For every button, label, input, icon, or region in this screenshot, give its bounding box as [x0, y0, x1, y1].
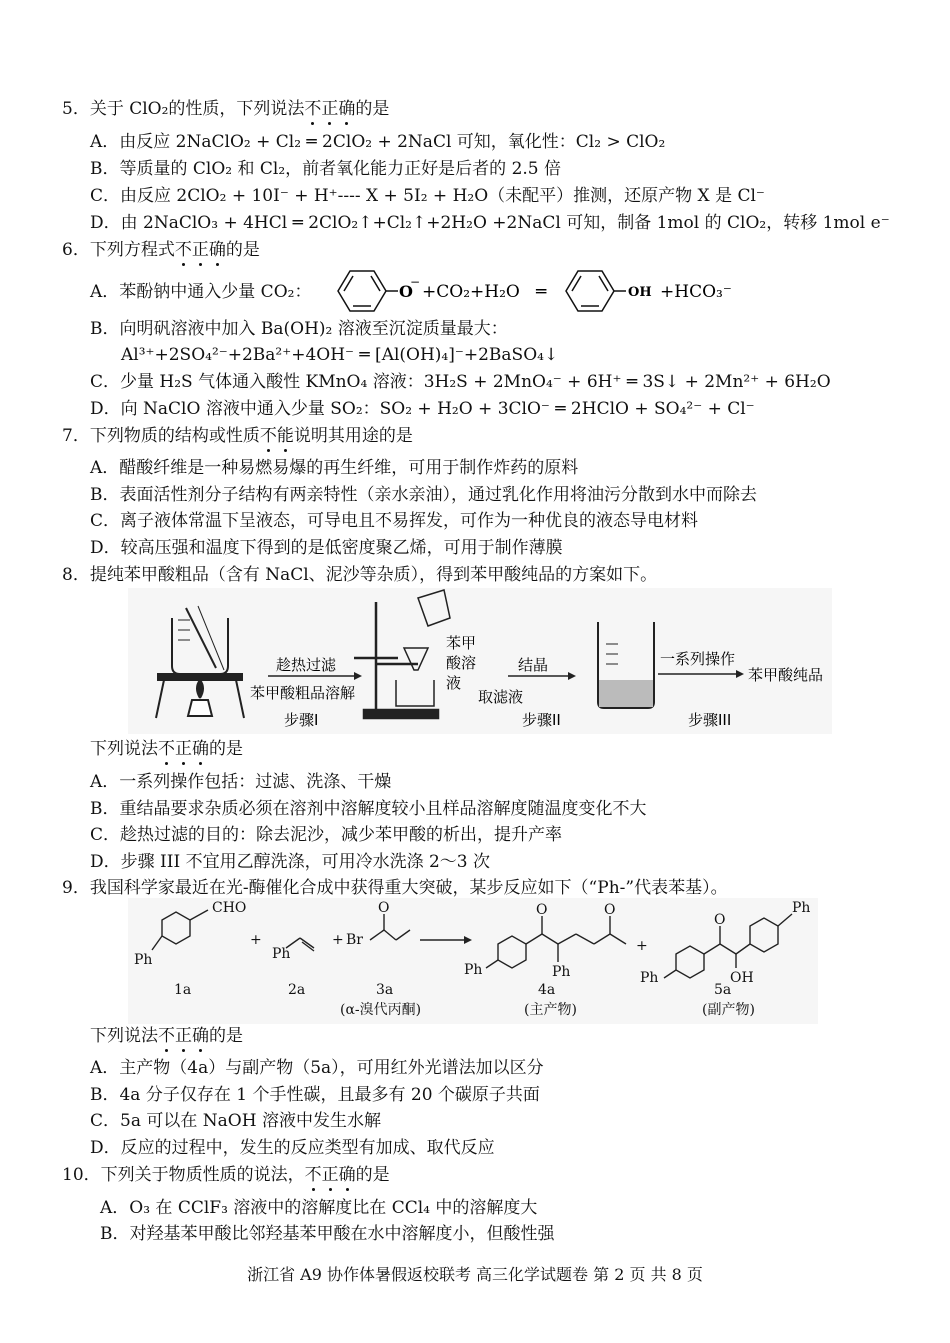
benzene-ring-phenol: [566, 271, 626, 311]
q8-stem: 8．提纯苯甲酸粗品（含有 NaCl、泥沙等杂质），得到苯甲酸纯品的方案如下。: [62, 565, 658, 585]
solution-label-2: 酸溶: [446, 654, 477, 672]
label-3a: 3a: [376, 982, 394, 998]
reactants-text: +CO₂+H₂O: [422, 282, 520, 302]
q6-option-b: B．向明矾溶液中加入 Ba(OH)₂ 溶液至沉淀质量最大：: [90, 319, 508, 339]
ph-label-4a: Ph: [552, 964, 571, 980]
step3-label: 步骤III: [688, 711, 732, 729]
label-1a: 1a: [174, 982, 192, 998]
cho-label: CHO: [212, 900, 247, 916]
emphasis-keyword: 不能: [259, 426, 294, 446]
equals-sign: ═: [536, 282, 547, 302]
bicarbonate-text: +HCO₃⁻: [660, 282, 732, 302]
note-4a: (主产物): [524, 1002, 577, 1018]
phenoxide-equation-figure: [330, 262, 750, 320]
q7-option-a: A．醋酸纤维是一种易燃易爆的再生纤维，可用于制作炸药的原料: [90, 458, 579, 478]
q7-option-c: C．离子液体常温下呈液态，可导电且不易挥发，可作为一种优良的液态导电材料: [90, 511, 699, 531]
note-3a: (α-溴代丙酮): [340, 1002, 422, 1018]
arrow3-label: 一系列操作: [660, 650, 736, 668]
solution-label-3: 液: [446, 674, 462, 692]
arrow2-label: 结晶: [518, 656, 549, 674]
q9-sub-stem: 下列说法不正确的是: [90, 1026, 243, 1046]
q6-option-b-equation: Al³⁺+2SO₄²⁻+2Ba²⁺+4OH⁻ ═ [Al(OH)₄]⁻+2BaSO₄↓: [121, 345, 559, 365]
ph-label-5a-right: Ph: [792, 900, 811, 916]
br-label: Br: [346, 932, 363, 948]
q7-stem: 7．下列物质的结构或性质不能说明其用途的是: [62, 426, 413, 446]
benzene-ring-phenoxide: [338, 271, 398, 311]
phenol-oh: OH: [628, 285, 652, 300]
ph-label-5a-left: Ph: [640, 970, 659, 986]
emphasis-keyword: 不正确: [158, 739, 209, 759]
label-4a: 4a: [538, 982, 556, 998]
emphasis-keyword: 不正确: [304, 1165, 356, 1185]
o-label-5a: O: [714, 912, 726, 928]
q8-option-d: D．步骤 III 不宜用乙醇洗涤，可用冷水洗涤 2～3 次: [90, 852, 491, 872]
q5-option-a: A．由反应 2NaClO₂ + Cl₂ ═ 2ClO₂ + 2NaCl 可知，氧化性：Cl₂ > ClO₂: [90, 132, 666, 152]
q10-stem: 10．下列关于物质性质的说法，不正确的是: [62, 1165, 390, 1185]
q5-option-b: B．等质量的 ClO₂ 和 Cl₂，前者氧化能力正好是后者的 2.5 倍: [90, 159, 562, 179]
q9-option-d: D．反应的过程中，发生的反应类型有加成、取代反应: [90, 1138, 495, 1158]
emphasis-keyword: 不正确: [304, 99, 356, 119]
label-2a: 2a: [288, 982, 306, 998]
note-5a: (副产物): [702, 1002, 755, 1018]
phenoxide-o: O: [399, 282, 413, 301]
ph-label-1a: Ph: [134, 952, 153, 968]
step2-label: 步骤II: [522, 711, 561, 729]
q6-stem: 6．下列方程式不正确的是: [62, 240, 260, 260]
ph-label-2a: Ph: [272, 946, 291, 962]
plus-2: +: [332, 932, 344, 948]
q8-option-a: A．一系列操作包括：过滤、洗涤、干燥: [90, 772, 392, 792]
svg-text:−: −: [410, 275, 421, 289]
filtrate-label: 取滤液: [478, 688, 524, 706]
o-label-3a: O: [378, 900, 390, 916]
q9-option-c: C．5a 可以在 NaOH 溶液中发生水解: [90, 1111, 381, 1131]
q9-option-a: A．主产物（4a）与副产物（5a），可用红外光谱法加以区分: [90, 1058, 544, 1078]
q10-option-b: B．对羟基苯甲酸比邻羟基苯甲酸在水中溶解度小，但酸性强: [100, 1224, 555, 1244]
q7-option-b: B．表面活性剂分子结构有两亲特性（亲水亲油），通过乳化作用将油污分散到水中而除去: [90, 485, 757, 505]
q5-option-d: D．由 2NaClO₃ + 4HCl ═ 2ClO₂↑+Cl₂↑+2H₂O +2NaCl 可知，制备 1mol 的 ClO₂，转移 1mol e⁻: [90, 213, 890, 233]
o-label-4a-2: O: [604, 902, 616, 918]
page-footer: 浙江省 A9 协作体暑假返校联考 高三化学试题卷 第 2 页 共 8 页: [247, 1265, 703, 1284]
q8-option-b: B．重结晶要求杂质必须在溶剂中溶解度较小且样品溶解度随温度变化不大: [90, 799, 647, 819]
q6-option-a-prefix: A．苯酚钠中通入少量 CO₂：: [90, 282, 312, 302]
emphasis-keyword: 不正确: [174, 240, 226, 260]
q5-stem: 5．关于 ClO₂的性质，下列说法不正确的是: [62, 99, 390, 119]
q9-stem: 9．我国科学家最近在光-酶催化合成中获得重大突破，某步反应如下（“Ph-”代表苯基）。: [62, 878, 728, 898]
q6-option-c: C．少量 H₂S 气体通入酸性 KMnO₄ 溶液：3H₂S + 2MnO₄⁻ + 6H⁺ ═ 3S↓ + 2Mn²⁺ + 6H₂O: [90, 372, 831, 392]
q5-option-c: C．由反应 2ClO₂ + 10I⁻ + H⁺---- X + 5I₂ + H₂O（未配平）推测，还原产物 X 是 Cl⁻: [90, 186, 765, 206]
solution-label-1: 苯甲: [446, 634, 477, 652]
plus-1: +: [250, 932, 262, 948]
arrow1-label: 趁热过滤: [276, 656, 337, 674]
ph-label-4a-left: Ph: [464, 962, 483, 978]
q8-option-c: C．趁热过滤的目的：除去泥沙，减少苯甲酸的析出，提升产率: [90, 825, 563, 845]
q10-option-a: A．O₃ 在 CClF₃ 溶液中的溶解度比在 CCl₄ 中的溶解度大: [100, 1198, 538, 1218]
label-5a: 5a: [714, 982, 732, 998]
step1-label: 步骤I: [284, 711, 319, 729]
reaction-scheme-figure: [128, 898, 818, 1024]
emphasis-keyword: 不正确: [158, 1026, 209, 1046]
oh-label-5a: OH: [730, 970, 754, 986]
q6-option-d: D．向 NaClO 溶液中通入少量 SO₂：SO₂ + H₂O + 3ClO⁻ ═ 2HClO + SO₄²⁻ + Cl⁻: [90, 399, 755, 419]
purification-apparatus-figure: [128, 588, 832, 734]
q8-sub-stem: 下列说法不正确的是: [90, 739, 243, 759]
o-label-4a-1: O: [536, 902, 548, 918]
crude-label: 苯甲酸粗品溶解: [250, 684, 356, 702]
plus-3: +: [636, 938, 648, 954]
q9-option-b: B．4a 分子仅存在 1 个手性碳，且最多有 20 个碳原子共面: [90, 1085, 540, 1105]
pure-product-label: 苯甲酸纯品: [748, 666, 824, 684]
q7-option-d: D．较高压强和温度下得到的是低密度聚乙烯，可用于制作薄膜: [90, 538, 563, 558]
